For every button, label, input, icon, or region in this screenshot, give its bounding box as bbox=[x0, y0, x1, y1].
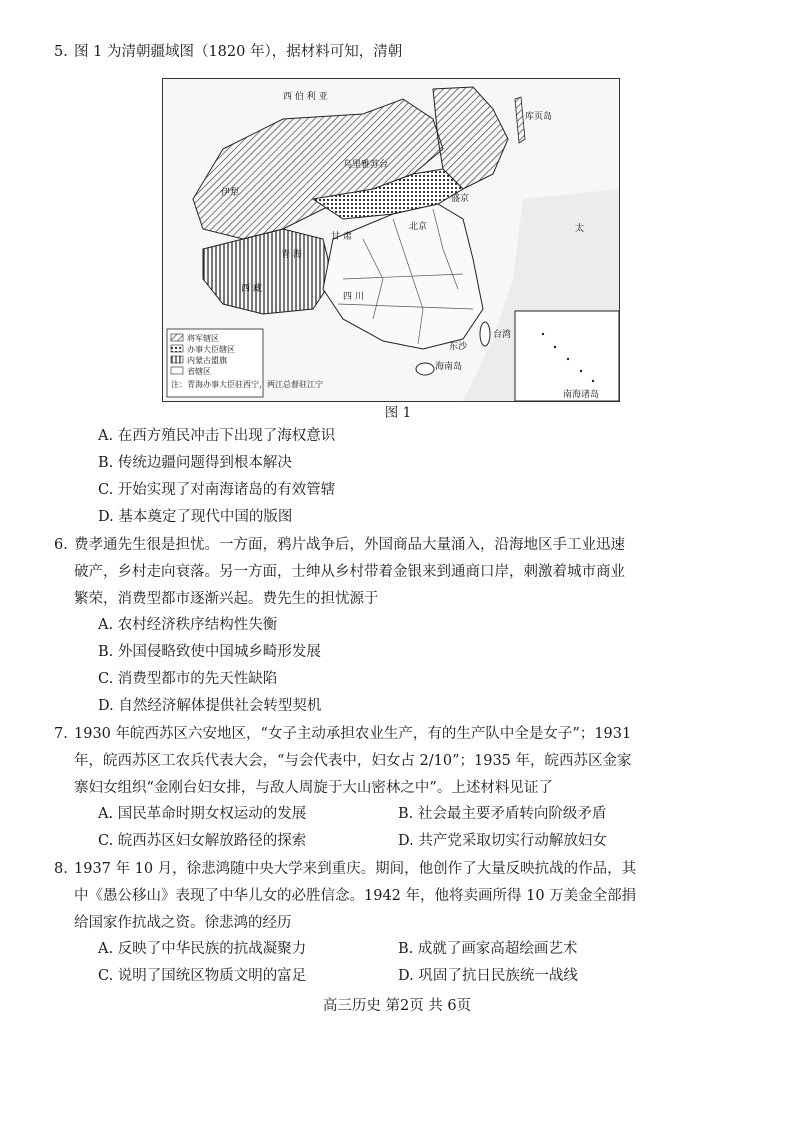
label-dongsha: 东沙 bbox=[449, 342, 468, 352]
legend-item: 办事大臣辖区 bbox=[187, 345, 235, 354]
legend-note: 注：青海办事大臣驻西宁，两江总督驻江宁 bbox=[171, 380, 323, 389]
option-b: B. 社会最主要矛盾转向阶级矛盾 bbox=[398, 806, 607, 822]
label-taiwan: 台湾 bbox=[493, 330, 512, 340]
question-line: 给国家作抗战之资。徐悲鸿的经历 bbox=[74, 915, 292, 931]
question-8 bbox=[54, 856, 714, 937]
legend-swatch-blank bbox=[171, 367, 183, 374]
label-yili: 伊犁 bbox=[221, 188, 240, 198]
option-b: B. 传统边疆问题得到根本解决 bbox=[98, 455, 292, 471]
south-china-sea-inset bbox=[515, 311, 619, 401]
label-pacific: 太 bbox=[575, 224, 585, 234]
question-number: 8. bbox=[54, 861, 68, 877]
label-shengjing: 盛京 bbox=[451, 194, 470, 204]
question-line: 繁荣，消费型都市逐渐兴起。费先生的担忧源于 bbox=[74, 591, 379, 607]
option-b: B. 外国侵略致使中国城乡畸形发展 bbox=[98, 644, 321, 660]
option-a: A. 农村经济秩序结构性失衡 bbox=[98, 617, 278, 633]
question-line: 中《愚公移山》表现了中华儿女的必胜信念。1942 年，他将卖画所得 10 万美金全部捐 bbox=[74, 888, 637, 904]
question-line: 寨妇女组织“金刚台妇女排，与敌人周旋于大山密林之中”。上述材料见证了 bbox=[74, 780, 553, 796]
question-5 bbox=[54, 39, 714, 66]
question-7 bbox=[54, 721, 714, 802]
map-graphic bbox=[163, 79, 619, 401]
qing-territory-map bbox=[162, 78, 620, 402]
label-wuliyasutai: 乌里雅苏台 bbox=[343, 160, 389, 170]
legend-swatch-vert bbox=[171, 356, 183, 363]
label-sichuan: 四 川 bbox=[343, 292, 364, 302]
legend-item: 省辖区 bbox=[187, 367, 211, 376]
label-siberia: 西 伯 利 亚 bbox=[283, 92, 328, 102]
question-line: 年，皖西苏区工农兵代表大会，“与会代表中，妇女占 2/10”；1935 年，皖西苏区金家 bbox=[74, 753, 632, 769]
legend-item: 内蒙古盟旗 bbox=[187, 356, 227, 365]
question-6 bbox=[54, 532, 714, 613]
question-number: 5. bbox=[54, 44, 68, 60]
option-c: C. 说明了国统区物质文明的富足 bbox=[98, 968, 307, 984]
option-d: D. 基本奠定了现代中国的版图 bbox=[98, 509, 293, 525]
label-xizang: 西 藏 bbox=[241, 284, 262, 294]
question-number: 7. bbox=[54, 726, 68, 742]
option-a: A. 反映了中华民族的抗战凝聚力 bbox=[98, 941, 307, 957]
question-line: 费孝通先生很是担忧。一方面，鸦片战争后，外国商品大量涌入，沿海地区手工业迅速 bbox=[74, 537, 625, 553]
label-hainan: 海南岛 bbox=[435, 362, 463, 372]
page-footer: 高三历史 第2页 共 6页 bbox=[322, 998, 472, 1014]
question-line: 1937 年 10 月，徐悲鸿随中央大学来到重庆。期间，他创作了大量反映抗战的作品，其 bbox=[74, 861, 637, 877]
figure-caption: 图 1 bbox=[384, 405, 412, 421]
option-c: C. 消费型都市的先天性缺陷 bbox=[98, 671, 278, 687]
label-sakhalin: 库页岛 bbox=[525, 112, 553, 122]
option-a: A. 在西方殖民冲击下出现了海权意识 bbox=[98, 428, 336, 444]
question-number: 6. bbox=[54, 537, 68, 553]
option-d: D. 自然经济解体提供社会转型契机 bbox=[98, 698, 322, 714]
option-b: B. 成就了画家高超绘画艺术 bbox=[398, 941, 578, 957]
option-d: D. 共产党采取切实行动解放妇女 bbox=[398, 833, 607, 849]
option-a: A. 国民革命时期女权运动的发展 bbox=[98, 806, 307, 822]
option-d: D. 巩固了抗日民族统一战线 bbox=[398, 968, 578, 984]
legend-swatch-hatch bbox=[171, 334, 183, 341]
label-nanhai: 南海诸岛 bbox=[563, 390, 600, 400]
option-c: C. 开始实现了对南海诸岛的有效管辖 bbox=[98, 482, 336, 498]
label-beijing: 北京 bbox=[409, 222, 428, 232]
legend-item: 将军辖区 bbox=[187, 334, 219, 343]
label-gansu: 甘 肃 bbox=[331, 232, 352, 242]
question-line: 破产，乡村走向衰落。另一方面，士绅从乡村带着金银来到通商口岸，刺激着城市商业 bbox=[74, 564, 625, 580]
legend-swatch-grid bbox=[171, 345, 183, 352]
label-qinghai: 青 海 bbox=[281, 250, 302, 260]
question-line: 1930 年皖西苏区六安地区，“女子主动承担农业生产，有的生产队中全是女子”；1931 bbox=[74, 726, 632, 742]
question-stem: 图 1 为清朝疆域图（1820 年），据材料可知，清朝 bbox=[74, 44, 403, 60]
option-c: C. 皖西苏区妇女解放路径的探索 bbox=[98, 833, 307, 849]
